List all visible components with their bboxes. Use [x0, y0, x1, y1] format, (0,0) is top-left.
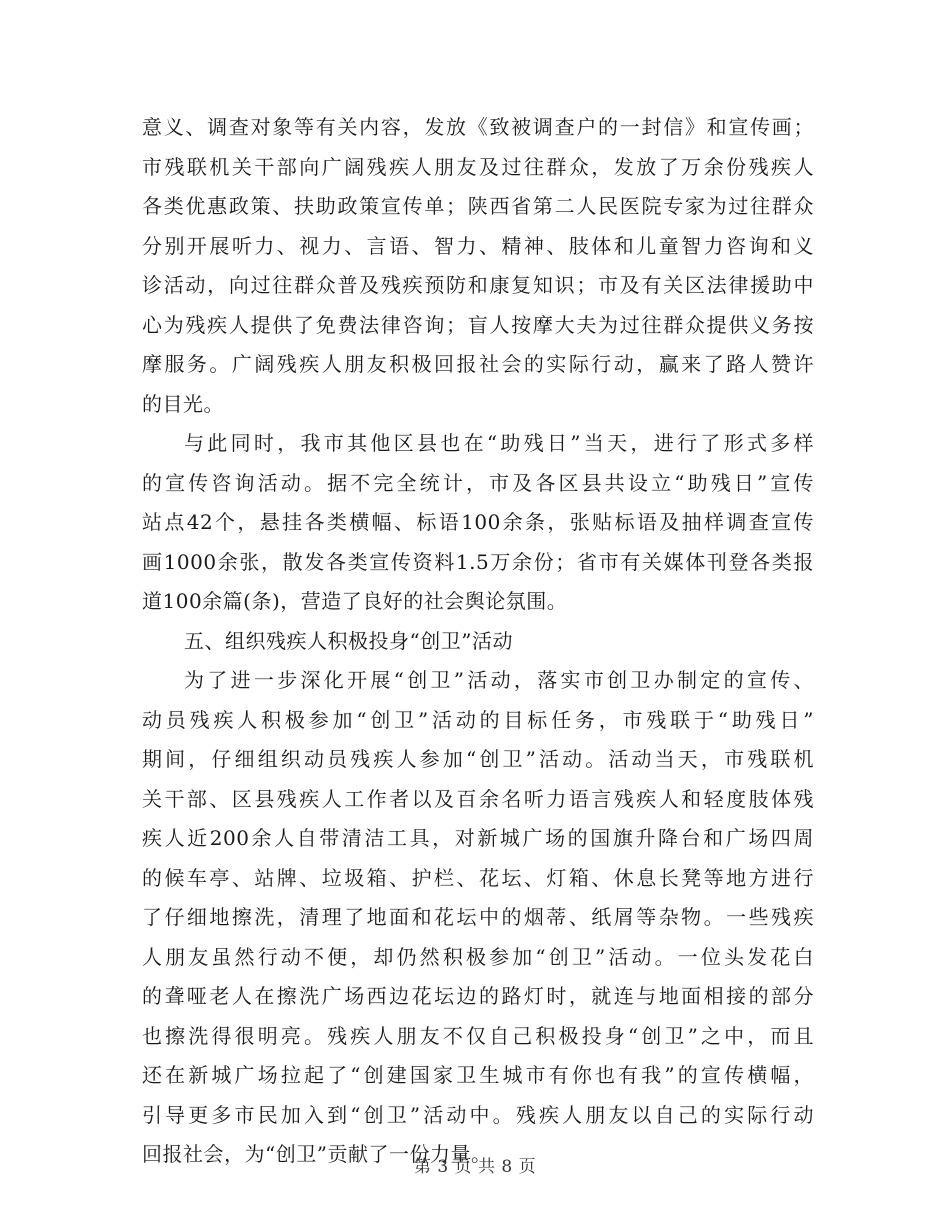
text-line: 市残联机关干部向广阔残疾人朋友及过往群众，发放了万余份残疾人 — [142, 154, 814, 179]
section-heading: 五、组织残疾人积极投身“创卫”活动 — [184, 628, 513, 653]
text-line: 的目光。 — [142, 391, 224, 416]
text-line: 了仔细地擦洗，清理了地面和花坛中的烟蒂、纸屑等杂物。一些残疾 — [142, 905, 814, 929]
text-line: 动员残疾人积极参加“创卫”活动的目标任务，市残联于“助残日” — [142, 707, 814, 732]
text-line: 画1000余张，散发各类宣传资料1.5万余份；省市有关媒体刊登各类报 — [142, 549, 814, 574]
text-line: 引导更多市民加入到“创卫”活动中。残疾人朋友以自己的实际行动 — [142, 1102, 814, 1127]
text-line: 的宣传咨询活动。据不完全统计，市及各区县共设立“助残日”宣传 — [142, 470, 814, 495]
text-line: 心为残疾人提供了免费法律咨询；盲人按摩大夫为过往群众提供义务按 — [142, 312, 814, 337]
text-line: 也擦洗得很明亮。残疾人朋友不仅自己积极投身“创卫”之中，而且 — [142, 1023, 814, 1048]
text-line: 的候车亭、站牌、垃圾箱、护栏、花坛、灯箱、休息长凳等地方进行 — [142, 865, 814, 890]
text-line: 还在新城广场拉起了“创建国家卫生城市有你也有我”的宣传横幅， — [142, 1063, 814, 1087]
text-line: 道100余篇(条)，营造了良好的社会舆论氛围。 — [142, 589, 568, 613]
paragraph-2 — [142, 424, 814, 622]
text-line: 分别开展听力、视力、言语、智力、精神、肢体和儿童智力咨询和义 — [142, 233, 814, 258]
text-line: 与此同时，我市其他区县也在“助残日”当天，进行了形式多样 — [184, 431, 814, 455]
text-line: 诊活动，向过往群众普及残疾预防和康复知识；市及有关区法律援助中 — [142, 273, 814, 297]
text-line: 各类优惠政策、扶助政策宣传单；陕西省第二人民医院专家为过往群众 — [142, 194, 814, 218]
text-line: 回报社会，为“创卫”贡献了一份力量。 — [142, 1142, 492, 1166]
document-body — [142, 108, 814, 1175]
text-line: 为了进一步深化开展“创卫”活动，落实市创卫办制定的宣传、 — [184, 668, 814, 692]
text-line: 期间，仔细组织动员残疾人参加“创卫”活动。活动当天，市残联机 — [142, 747, 814, 771]
text-line: 摩服务。广阔残疾人朋友积极回报社会的实际行动，赢来了路人赞许 — [142, 352, 814, 376]
text-line: 关干部、区县残疾人工作者以及百余名听力语言残疾人和轻度肢体残 — [142, 786, 814, 811]
text-line: 疾人近200余人自带清洁工具，对新城广场的国旗升降台和广场四周 — [142, 826, 814, 850]
text-line: 站点42个，悬挂各类横幅、标语100余条，张贴标语及抽样调查宣传 — [142, 510, 814, 534]
text-line: 意义、调查对象等有关内容，发放《致被调查户的一封信》和宣传画； — [142, 115, 814, 139]
text-line: 的聋哑老人在擦洗广场西边花坛边的路灯时，就连与地面相接的部分 — [142, 984, 814, 1008]
page-number: 第 3 页 共 8 页 — [413, 1157, 537, 1177]
text-line: 人朋友虽然行动不便，却仍然积极参加“创卫”活动。一位头发花白 — [142, 944, 814, 969]
paragraph-1 — [142, 108, 814, 424]
paragraph-3 — [142, 661, 814, 1175]
